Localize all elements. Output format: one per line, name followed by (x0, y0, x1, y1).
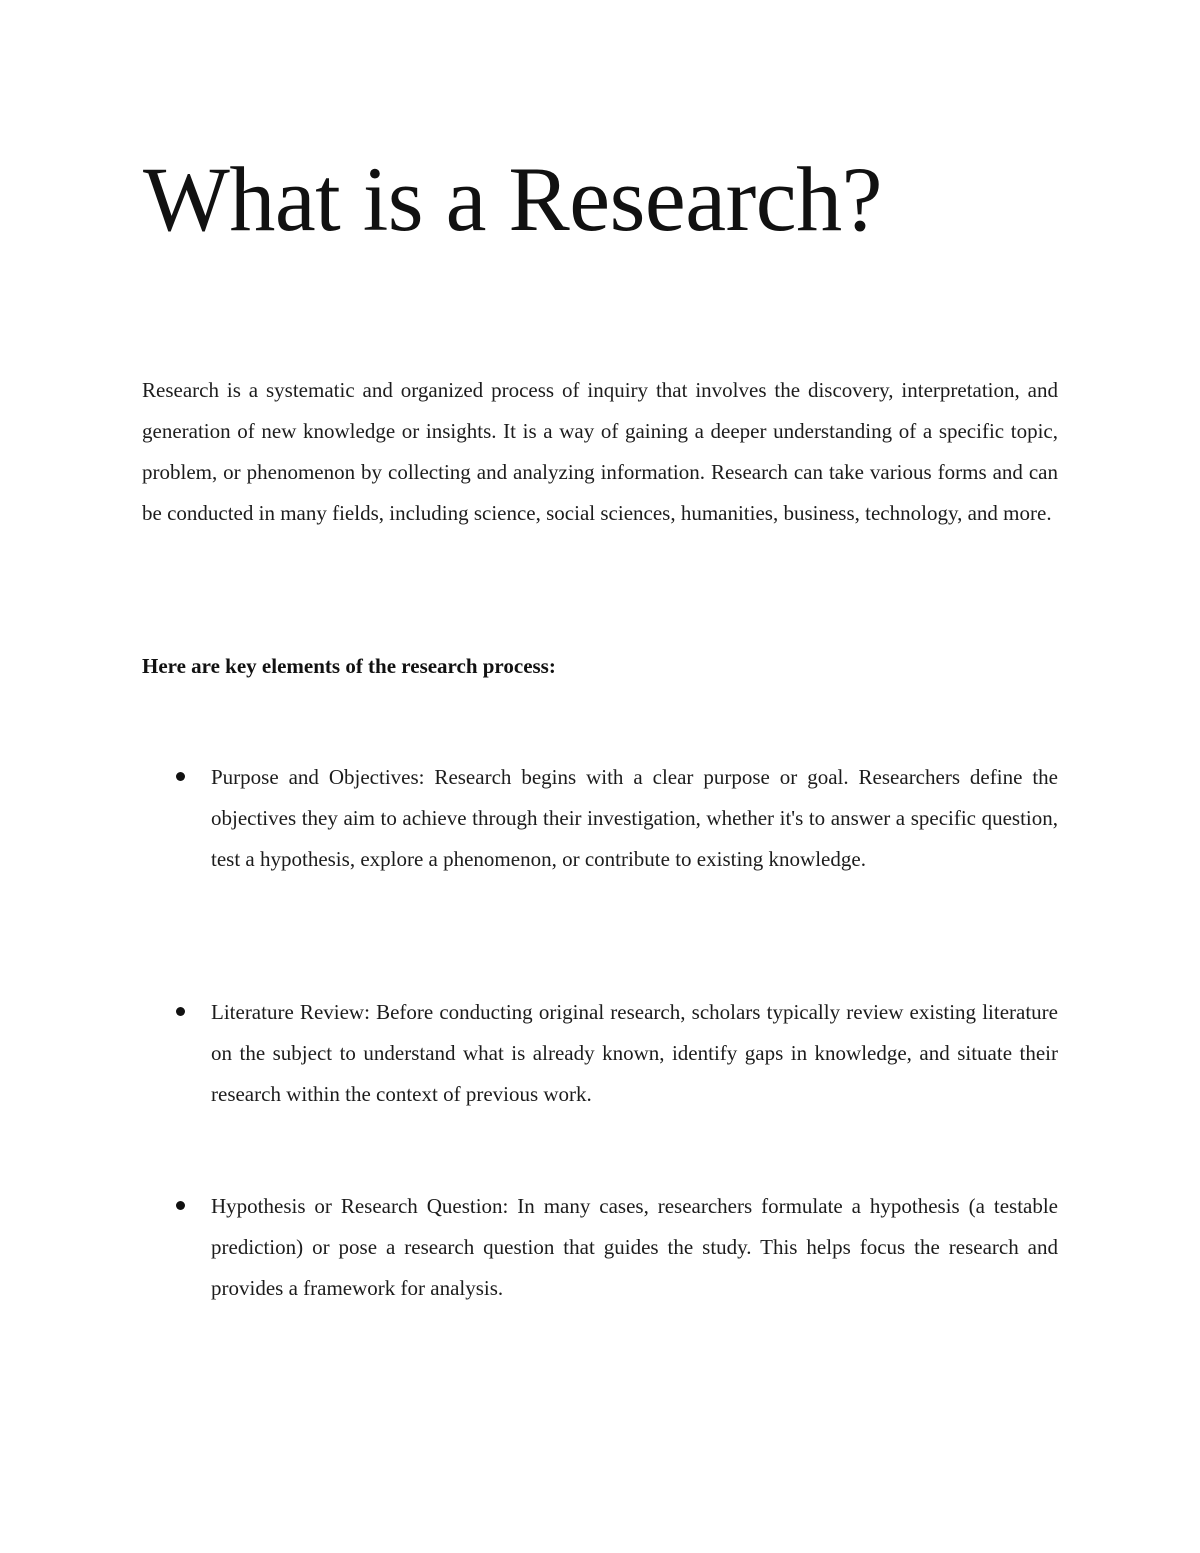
list-item-text: Hypothesis or Research Question: In many cases, researchers formulate a hypothesis (a testable prediction) or pose a research question that guides the study. This helps focus the research and provides a framework for analysis. (211, 1194, 1058, 1300)
page-title: What is a Research? (143, 148, 882, 250)
list-item-text: Literature Review: Before conducting original research, scholars typically review existing literature on the subject to understand what is already known, identify gaps in knowledge, and situate their research within the context of previous work. (211, 1000, 1058, 1106)
list-item-text: Purpose and Objectives: Research begins with a clear purpose or goal. Researchers define the objectives they aim to achieve through their investigation, whether it's to answer a specific question, test a hypothesis, explore a phenomenon, or contribute to existing knowledge. (211, 765, 1058, 871)
list-item-purpose (211, 757, 1058, 880)
bullet-icon (176, 772, 185, 781)
list-item-literature-review (211, 992, 1058, 1115)
bullet-icon (176, 1007, 185, 1016)
intro-paragraph: Research is a systematic and organized process of inquiry that involves the discovery, interpretation, and generation of new knowledge or insights. It is a way of gaining a deeper understanding of a specific topic, problem, or phenomenon by collecting and analyzing information. Research can take various forms and can be conducted in many fields, including science, social sciences, humanities, business, technology, and more. (142, 378, 1058, 525)
section-subheading: Here are key elements of the research process: (142, 654, 556, 678)
bullet-icon (176, 1201, 185, 1210)
list-item-hypothesis (211, 1186, 1058, 1309)
